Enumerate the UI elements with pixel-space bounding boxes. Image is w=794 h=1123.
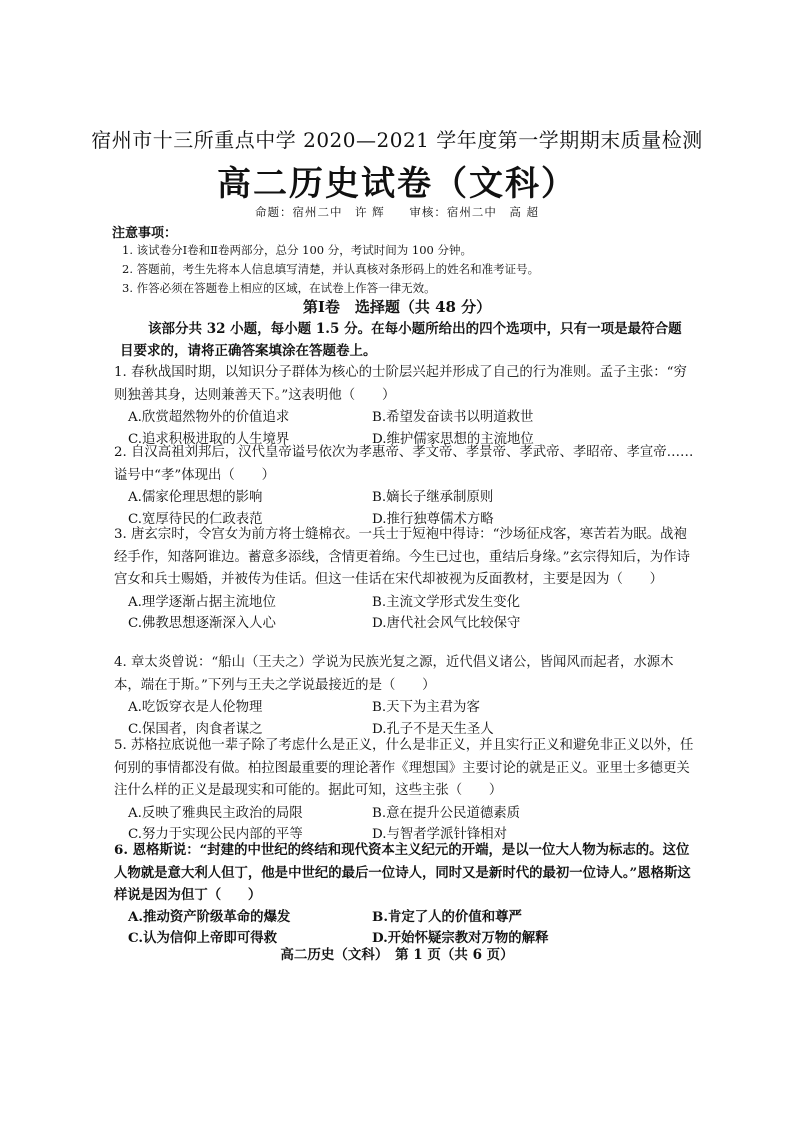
question-stem: 3. 唐玄宗时，令宫女为前方将士缝棉衣。一兵士于短袍中得诗：“沙场征戍客，寒苦若为眠。战袍经手作，知落阿谁边。蓄意多添线，含情更着绵。今生已过也，重结后身缘。”玄宗得知后，为作诗宫女和兵士赐婚，并被传为佳话。但这一佳话在宋代却被视为反面教材，主要是因为（ ）: [114, 527, 690, 587]
question-3: [114, 524, 694, 635]
question-stem: 6. 恩格斯说：“封建的中世纪的终结和现代资本主义纪元的开端，是以一位大人物为标志的。这位人物就是意大利人但丁，他是中世纪的最后一位诗人，同时又是新时代的最初一位诗人。”恩格斯这样说是因为但丁（ ）: [114, 842, 691, 903]
option-c: C.保国者，肉食者谋之: [128, 721, 263, 737]
option-b: B.意在提升公民道德素质: [372, 805, 521, 821]
option-a: A.推动资产阶级革命的爆发: [128, 908, 291, 925]
option-d: D.开始怀疑宗教对万物的解释: [372, 930, 549, 946]
question-2: [114, 442, 694, 530]
school-header: 宿州市十三所重点中学 2020—2021 学年度第一学期期末质量检测: [91, 128, 703, 152]
option-b: B.肯定了人的价值和尊严: [372, 908, 522, 925]
option-c: C.佛教思想逐渐深入人心: [128, 616, 276, 631]
option-d: D.孔子不是天生圣人: [372, 721, 494, 737]
author-line: [0, 204, 794, 220]
section-title: 第Ⅰ卷 选择题（共 48 分）: [302, 298, 492, 316]
note-item: 1. 该试卷分Ⅰ卷和Ⅱ卷两部分，总分 100 分，考试时间为 100 分钟。: [122, 243, 473, 257]
option-a: A.吃饭穿衣是人伦物理: [128, 700, 263, 715]
question-stem: 2. 自汉高祖刘邦后，汉代皇帝谥号依次为孝惠帝、孝文帝、孝景帝、孝武帝、孝昭帝、孝宣帝……谥号中“孝”体现出（ ）: [114, 445, 694, 483]
option-a: A.儒家伦理思想的影响: [128, 490, 263, 505]
option-a: A.理学逐渐占据主流地位: [128, 594, 276, 610]
option-b: B.希望发奋读书以明道救世: [372, 410, 534, 425]
note-item: 2. 答题前，考生先将本人信息填写清楚，并认真核对条形码上的姓名和准考证号。: [122, 262, 540, 276]
option-d: D.推行独尊儒术方略: [372, 511, 494, 527]
option-c: C.努力于实现公民内部的平等: [128, 827, 303, 842]
option-b: B.天下为主君为客: [372, 700, 480, 715]
question-4: [114, 652, 694, 740]
notes-heading: 注意事项：: [112, 226, 178, 241]
option-d: D.维护儒家思想的主流地位: [372, 431, 534, 447]
options: [128, 592, 694, 635]
note-item: 3. 作答必须在答题卷上相应的区域，在试卷上作答一律无效。: [122, 281, 436, 295]
page-title: 高二历史试卷（文科）: [217, 164, 577, 204]
option-c: C.追求积极进取的人生境界: [128, 431, 290, 447]
option-a: A.欣赏超然物外的价值追求: [128, 410, 290, 425]
section-intro: 该部分共 32 小题，每小题 1.5 分。在每小题所给出的四个选项中，只有一项是最符合题目要求的，请将正确答案填涂在答题卷上。: [120, 321, 682, 359]
question-stem: 5. 苏格拉底说他一辈子除了考虑什么是正义，什么是非正义，并且实行正义和避免非正义以外，任何别的事情都没有做。柏拉图最重要的理论著作《理想国》主要讨论的就是正义。亚里士多德更关注什么样的正义是最现实和可能的。据此可知，这些主张（ ）: [114, 738, 694, 798]
page-footer: 高二历史（文科） 第 1 页（共 6 页）: [280, 947, 514, 963]
question-stem: 4. 章太炎曾说：“船山（王夫之）学说为民族光复之源，近代倡义诸公，皆闻风而起者，水源木本，端在于斯。”下列与王夫之学说最接近的是（ ）: [114, 655, 674, 693]
option-d: D.与智者学派针锋相对: [372, 827, 508, 842]
option-b: B.嫡长子继承制原则: [372, 490, 494, 505]
option-a: A.反映了雅典民主政治的局限: [128, 805, 303, 821]
question-stem: 1. 春秋战国时期，以知识分子群体为核心的士阶层兴起并形成了自己的行为准则。孟子主张：“穷则独善其身，达则兼善天下。”这表明他（ ）: [114, 365, 687, 403]
question-1: [114, 362, 694, 450]
question-5: [114, 735, 694, 846]
option-c: C.认为信仰上帝即可得救: [128, 930, 277, 946]
option-d: D.唐代社会风气比较保守: [372, 616, 521, 631]
options: [128, 697, 694, 740]
reviewer-text: 审核：宿州二中 高 超: [409, 205, 539, 219]
option-b: B.主流文学形式发生变化: [372, 594, 521, 610]
option-c: C.宽厚待民的仁政表范: [128, 511, 263, 527]
setter-text: 命题：宿州二中 许 辉: [255, 205, 385, 219]
question-6: [114, 839, 694, 950]
